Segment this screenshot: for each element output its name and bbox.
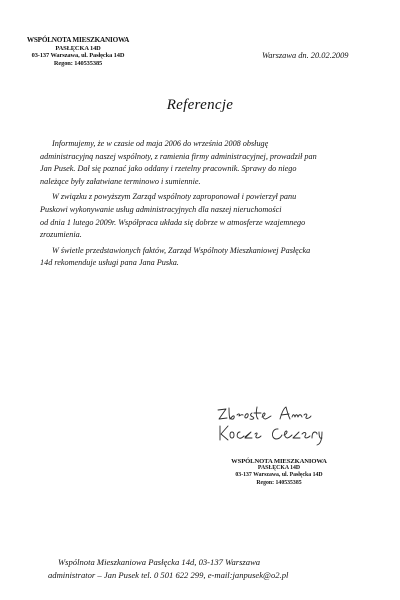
letter-body <box>40 138 340 270</box>
body-line: Puskowi wykonywanie usług administracyjnych dla naszej nieruchomości <box>40 204 282 214</box>
letter-title: Referencje <box>166 97 234 113</box>
header-stamp <box>18 37 138 67</box>
body-line: administracyjną naszej wspólnoty, z ramienia firmy administracyjnej, prowadził pan <box>40 151 317 161</box>
footer-address: Wspólnota Mieszkaniowa Pasłęcka 14d, 03-137 Warszawa <box>58 557 261 567</box>
header-stamp-street: PASŁĘCKA 14D <box>55 44 101 52</box>
bottom-stamp-regon: Regon: 140535385 <box>256 479 302 486</box>
body-line: 14d rekomenduje usługi pana Jana Puska. <box>40 258 179 268</box>
bottom-stamp-street: PASŁĘCKA 14D <box>257 465 301 472</box>
header-stamp-address: 03-137 Warszawa, ul. Pasłęcka 14D <box>31 52 125 60</box>
body-line: W związku z powyższym Zarząd wspólnoty zaproponował i powierzył panu <box>52 192 297 202</box>
footer-contact: administrator – Jan Pusek tel. 0 501 622 299, e-mail:janpusek@o2.pl <box>48 570 289 580</box>
signature-drawing <box>214 404 330 446</box>
body-line: należące były załatwiane terminowo i sumiennie. <box>40 176 201 186</box>
handwritten-signature <box>214 404 330 446</box>
bottom-stamp-address: 03-137 Warszawa, ul. Pasłęcka 14D <box>235 472 323 479</box>
body-line: Jan Pusek. Dał się poznać jako oddany i rzetelny pracownik. Sprawy do niego <box>40 164 297 174</box>
body-line: W świetle przedstawionych faktów, Zarząd Wspólnoty Mieszkaniowej Pasłęcka <box>52 245 311 255</box>
letter-footer <box>48 556 368 582</box>
bottom-stamp <box>223 458 335 487</box>
body-line: od dnia 1 lutego 2009r. Współpraca układa się dobrze w atmosferze wzajemnego <box>40 217 306 227</box>
body-line: Informujemy, że w czasie od maja 2006 do września 2008 obsługę <box>52 139 269 148</box>
header-stamp-regon: Regon: 140535385 <box>53 59 103 67</box>
bottom-stamp-name: WSPÓLNOTA MIESZKANIOWA <box>231 458 327 465</box>
letter-date: Warszawa dn. 20.02.2009 <box>262 51 349 60</box>
body-line: zrozumienia. <box>40 230 82 240</box>
header-stamp-name: WSPÓLNOTA MIESZKANIOWA <box>26 36 130 44</box>
